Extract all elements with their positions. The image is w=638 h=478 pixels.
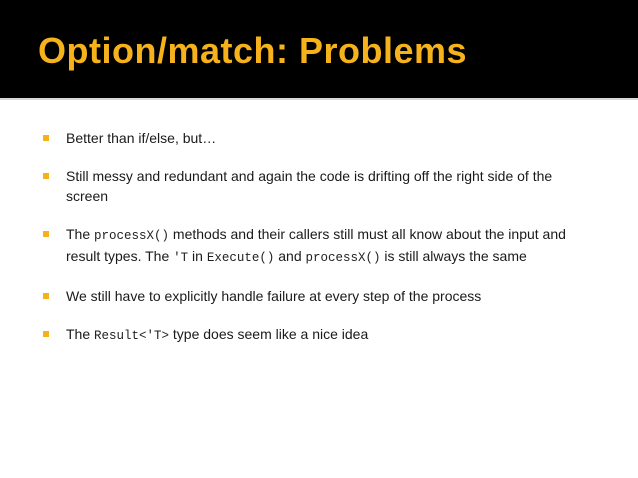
bullet-text-segment: in bbox=[188, 248, 207, 264]
bullet-list bbox=[0, 128, 638, 364]
bullet-text-segment: The bbox=[66, 226, 95, 242]
code-snippet: 'T bbox=[173, 251, 189, 265]
bullet-item bbox=[0, 224, 638, 268]
square-bullet-icon bbox=[43, 231, 49, 237]
square-bullet-icon bbox=[43, 293, 49, 299]
bullet-text: Better than if/else, but… bbox=[66, 130, 217, 146]
square-bullet-icon bbox=[43, 135, 49, 141]
bullet-item bbox=[0, 286, 638, 306]
bullet-item bbox=[0, 166, 638, 206]
square-bullet-icon bbox=[43, 173, 49, 179]
bullet-text-segment: The bbox=[66, 326, 95, 342]
bullet-text-segment: methods and their callers still must all know about the input and result types. The bbox=[66, 226, 566, 264]
bullet-item bbox=[0, 128, 638, 148]
bullet-item bbox=[0, 324, 638, 346]
bullet-text-segment: is still always the same bbox=[380, 248, 527, 264]
slide-title: Option/match: Problems bbox=[38, 30, 468, 71]
bullet-text: Still messy and redundant and again the code is drifting off the right side of the screen bbox=[66, 168, 553, 204]
bullet-text: We still have to explicitly handle failure at every step of the process bbox=[66, 288, 482, 304]
bullet-text-segment: type does seem like a nice idea bbox=[169, 326, 369, 342]
code-snippet: Execute() bbox=[206, 251, 275, 265]
code-snippet: Result<'T> bbox=[94, 329, 170, 343]
square-bullet-icon bbox=[43, 331, 49, 337]
code-snippet: processX() bbox=[94, 229, 170, 243]
title-bar bbox=[0, 0, 638, 100]
code-snippet: processX() bbox=[305, 251, 381, 265]
bullet-text-segment: and bbox=[274, 248, 306, 264]
